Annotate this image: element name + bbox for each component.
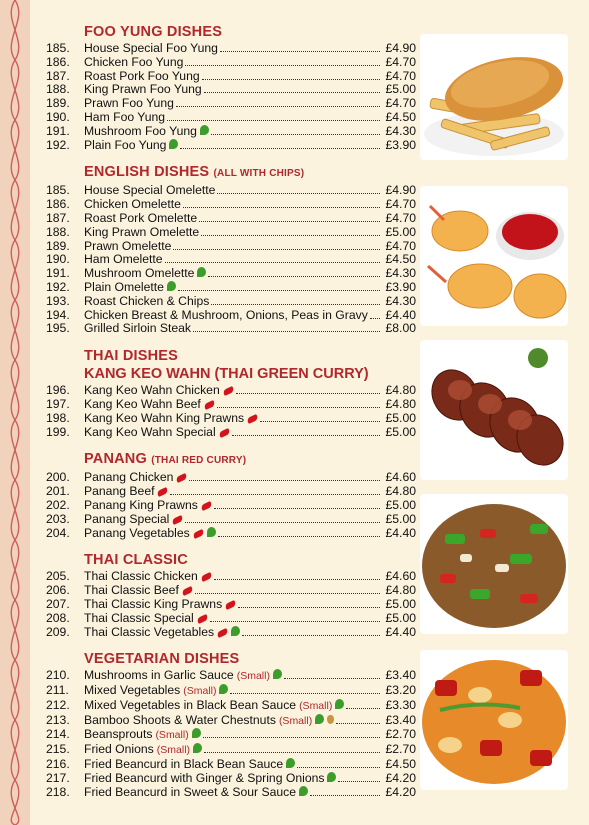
item-price: £4.50	[385, 109, 416, 124]
menu-item[interactable]	[46, 471, 416, 485]
item-name: Panang Special	[84, 511, 170, 526]
item-size-note: (Small)	[299, 699, 333, 712]
leader-dots	[242, 635, 380, 636]
sweet-sour-veg-photo	[420, 650, 568, 790]
leaf-icon	[327, 772, 336, 782]
item-price: £4.60	[385, 569, 416, 584]
item-size-note: (Small)	[183, 685, 217, 698]
item-name: King Prawn Foo Yung	[84, 82, 202, 97]
menu-item[interactable]	[46, 309, 416, 323]
leader-dots	[211, 134, 380, 135]
menu-item[interactable]	[46, 111, 416, 125]
section-title-text: ENGLISH DISHES	[84, 164, 210, 181]
menu-section	[46, 651, 416, 799]
item-name: Roast Chicken & Chips	[84, 293, 210, 308]
item-number: 200.	[46, 470, 70, 485]
leader-dots	[211, 304, 380, 305]
item-number: 192.	[46, 137, 70, 152]
menu-item[interactable]	[46, 253, 416, 267]
item-number: 190.	[46, 252, 70, 267]
menu-section	[46, 24, 416, 152]
roast-duck-photo	[420, 340, 568, 480]
item-price: £4.70	[385, 54, 416, 69]
leader-dots	[217, 407, 380, 408]
chili-icon	[172, 515, 185, 525]
chili-icon	[176, 473, 189, 483]
item-price: £4.70	[385, 68, 416, 83]
prawns-dip-photo	[420, 186, 568, 326]
leader-dots	[218, 536, 380, 537]
item-price: £2.70	[385, 742, 416, 757]
menu-item[interactable]	[46, 584, 416, 598]
chili-icon	[218, 427, 231, 437]
leader-dots	[260, 421, 380, 422]
leaf-icon	[286, 758, 295, 768]
item-price: £5.00	[385, 82, 416, 97]
leader-dots	[173, 249, 380, 250]
item-number: 188.	[46, 82, 70, 97]
item-name: Thai Classic Vegetables	[84, 624, 215, 639]
item-price: £4.30	[385, 123, 416, 138]
menu-item[interactable]	[46, 42, 416, 56]
item-name: Bamboo Shoots & Water Chestnuts	[84, 712, 276, 727]
leader-dots	[230, 693, 380, 694]
leaf-icon	[335, 699, 344, 709]
section-title	[84, 348, 416, 364]
chili-icon	[200, 501, 213, 511]
item-name: Panang Vegetables	[84, 525, 190, 540]
section-title	[84, 552, 416, 568]
item-number: 206.	[46, 583, 70, 598]
section-subtitle: KANG KEO WAHN (THAI GREEN CURRY)	[84, 366, 369, 383]
leader-dots	[176, 106, 380, 107]
leader-dots	[203, 737, 380, 738]
item-price: £4.90	[385, 183, 416, 198]
item-number: 187.	[46, 68, 70, 83]
item-price: £2.70	[385, 727, 416, 742]
menu-item[interactable]	[46, 295, 416, 309]
item-name: Thai Classic Beef	[84, 583, 179, 598]
item-number: 213.	[46, 712, 70, 727]
item-name: Chicken Foo Yung	[84, 54, 184, 69]
section-title	[84, 24, 416, 40]
item-name: Plain Foo Yung	[84, 137, 167, 152]
item-price: £4.50	[385, 252, 416, 267]
section-title	[84, 164, 416, 182]
chili-icon	[192, 528, 205, 538]
leader-dots	[310, 795, 380, 796]
leader-dots	[180, 148, 380, 149]
menu-item[interactable]	[46, 139, 416, 153]
item-price: £4.30	[385, 266, 416, 281]
leaf-icon	[299, 786, 308, 796]
item-number: 207.	[46, 596, 70, 611]
menu-item[interactable]	[46, 513, 416, 527]
item-number: 218.	[46, 784, 70, 799]
item-number: 187.	[46, 210, 70, 225]
item-number: 191.	[46, 123, 70, 138]
menu-item[interactable]	[46, 714, 416, 729]
item-name: Grilled Sirloin Steak	[84, 321, 192, 336]
menu-item[interactable]	[46, 669, 416, 684]
leader-dots	[170, 494, 380, 495]
item-number: 185.	[46, 183, 70, 198]
item-number: 197.	[46, 396, 70, 411]
item-name: Chicken Breast & Mushroom, Onions, Peas in Gravy	[84, 307, 368, 322]
item-price: £4.20	[385, 770, 416, 785]
menu-item[interactable]	[46, 384, 416, 398]
item-number: 186.	[46, 197, 70, 212]
item-name: Fried Beancurd in Sweet & Sour Sauce	[84, 784, 297, 799]
menu-item[interactable]	[46, 786, 416, 800]
leader-dots	[204, 752, 380, 753]
leader-dots	[185, 65, 380, 66]
menu-item[interactable]	[46, 570, 416, 584]
item-name: Mushrooms in Garlic Sauce	[84, 668, 234, 683]
leader-dots	[183, 207, 380, 208]
item-number: 205.	[46, 569, 70, 584]
leaf-icon	[273, 669, 282, 679]
leader-dots	[202, 79, 380, 80]
item-number: 202.	[46, 497, 70, 512]
item-size-note: (Small)	[236, 670, 270, 683]
item-number: 216.	[46, 757, 70, 772]
menu-item[interactable]	[46, 612, 416, 626]
menu-item[interactable]	[46, 527, 416, 541]
chili-icon	[224, 600, 237, 610]
leaf-icon	[192, 728, 201, 738]
item-name: Mixed Vegetables	[84, 683, 181, 698]
leader-dots	[189, 480, 380, 481]
item-price: £5.00	[385, 410, 416, 425]
menu-item[interactable]	[46, 684, 416, 699]
leaf-icon	[200, 125, 209, 135]
item-number: 189.	[46, 96, 70, 111]
item-name: Kang Keo Wahn Special	[84, 424, 216, 439]
chili-icon	[157, 487, 170, 497]
item-number: 195.	[46, 321, 70, 336]
menu-item[interactable]	[46, 772, 416, 786]
section-title-note: (THAI RED CURRY)	[151, 455, 247, 467]
leader-dots	[193, 331, 380, 332]
leader-dots	[217, 193, 380, 194]
chili-icon	[216, 627, 229, 637]
item-number: 190.	[46, 109, 70, 124]
section-title-text: THAI CLASSIC	[84, 552, 188, 569]
leaf-icon	[315, 714, 324, 724]
section-title-text: FOO YUNG DISHES	[84, 24, 223, 40]
leader-dots	[167, 120, 380, 121]
menu-item[interactable]	[46, 267, 416, 281]
item-price: £4.20	[385, 784, 416, 799]
item-number: 186.	[46, 54, 70, 69]
menu-section	[46, 552, 416, 639]
leaf-icon	[219, 684, 228, 694]
menu-item[interactable]	[46, 198, 416, 212]
item-name: Fried Onions	[84, 742, 154, 757]
leader-dots	[204, 92, 380, 93]
item-price: £3.40	[385, 668, 416, 683]
item-price: £4.50	[385, 757, 416, 772]
item-price: £3.90	[385, 279, 416, 294]
menu-item[interactable]	[46, 412, 416, 426]
item-number: 185.	[46, 41, 70, 55]
chili-icon	[196, 614, 209, 624]
item-name: Plain Omelette	[84, 279, 164, 294]
menu-item[interactable]	[46, 598, 416, 612]
item-price: £4.70	[385, 238, 416, 253]
leader-dots	[208, 276, 380, 277]
leaf-icon	[169, 139, 178, 149]
item-name: Prawn Omelette	[84, 238, 172, 253]
item-name: Mushroom Omelette	[84, 266, 195, 281]
item-price: £8.00	[385, 321, 416, 336]
leader-dots	[346, 708, 380, 709]
item-name: House Special Omelette	[84, 183, 216, 198]
item-name: Prawn Foo Yung	[84, 96, 174, 111]
item-number: 191.	[46, 266, 70, 281]
menu-item[interactable]	[46, 626, 416, 640]
item-name: Panang Chicken	[84, 470, 174, 485]
menu-item[interactable]	[46, 743, 416, 758]
item-price: £5.00	[385, 497, 416, 512]
menu-item[interactable]	[46, 70, 416, 84]
leader-dots	[336, 723, 380, 724]
menu-item[interactable]	[46, 699, 416, 714]
item-number: 203.	[46, 511, 70, 526]
chili-icon	[203, 400, 216, 410]
leader-dots	[195, 593, 380, 594]
menu-item[interactable]	[46, 184, 416, 198]
menu-item[interactable]	[46, 322, 416, 336]
leader-dots	[178, 290, 380, 291]
menu-item[interactable]	[46, 485, 416, 499]
section-title-note: (ALL WITH CHIPS)	[213, 168, 305, 180]
menu-list	[46, 24, 416, 811]
item-price: £3.90	[385, 137, 416, 152]
item-size-note: (Small)	[278, 714, 313, 727]
item-name: King Prawn Omelette	[84, 224, 200, 239]
item-name: Ham Omelette	[84, 252, 163, 267]
item-number: 192.	[46, 279, 70, 294]
menu-item[interactable]	[46, 212, 416, 226]
chili-icon	[222, 386, 235, 396]
item-price: £4.40	[385, 525, 416, 540]
item-price: £3.40	[385, 712, 416, 727]
menu-item[interactable]	[46, 281, 416, 295]
item-price: £4.80	[385, 484, 416, 499]
item-name: Ham Foo Yung	[84, 109, 166, 124]
item-price: £5.00	[385, 424, 416, 439]
item-number: 210.	[46, 668, 70, 683]
item-name: Roast Pork Foo Yung	[84, 68, 200, 83]
item-price: £5.00	[385, 596, 416, 611]
item-price: £4.30	[385, 293, 416, 308]
menu-item[interactable]	[46, 728, 416, 743]
leader-dots	[232, 435, 380, 436]
item-number: 211.	[46, 683, 69, 698]
item-number: 217.	[46, 770, 70, 785]
section-title-text: VEGETARIAN DISHES	[84, 651, 240, 668]
item-price: £4.80	[385, 583, 416, 598]
section-title-text: PANANG	[84, 451, 147, 468]
item-number: 208.	[46, 610, 70, 625]
item-size-note: (Small)	[156, 744, 191, 757]
item-price: £5.00	[385, 511, 416, 526]
item-name: Panang King Prawns	[84, 497, 198, 512]
item-name: Thai Classic King Prawns	[84, 596, 223, 611]
menu-item[interactable]	[46, 758, 416, 772]
leader-dots	[210, 621, 380, 622]
item-number: 193.	[46, 293, 70, 308]
section-title	[84, 451, 416, 469]
leader-dots	[185, 522, 380, 523]
menu-section	[46, 451, 416, 540]
section-title-text: THAI DISHES	[84, 348, 179, 365]
item-price: £4.70	[385, 96, 416, 111]
item-price: £4.60	[385, 470, 416, 485]
leader-dots	[338, 781, 380, 782]
leaf-icon	[197, 267, 206, 277]
item-price: £3.20	[385, 683, 416, 698]
item-name: Mixed Vegetables in Black Bean Sauce	[84, 697, 297, 712]
section-title	[84, 651, 416, 667]
item-name: Kang Keo Wahn Beef	[84, 396, 201, 411]
item-number: 188.	[46, 224, 70, 239]
item-price: £4.90	[385, 41, 416, 55]
menu-item[interactable]	[46, 125, 416, 139]
leader-dots	[220, 51, 380, 52]
leaf-icon	[193, 743, 202, 753]
item-name: Mushroom Foo Yung	[84, 123, 197, 138]
item-price: £4.40	[385, 307, 416, 322]
menu-section	[46, 164, 416, 336]
item-number: 209.	[46, 624, 70, 639]
item-name: Fried Beancurd with Ginger & Spring Onions	[84, 770, 325, 785]
item-number: 204.	[46, 525, 70, 540]
menu-section	[46, 348, 416, 439]
item-name: Thai Classic Special	[84, 610, 194, 625]
item-name: Kang Keo Wahn King Prawns	[84, 410, 245, 425]
nut-icon	[327, 715, 334, 724]
leader-dots	[214, 508, 380, 509]
menu-item[interactable]	[46, 83, 416, 97]
chili-icon	[200, 572, 213, 582]
item-name: Chicken Omelette	[84, 197, 181, 212]
item-name: House Special Foo Yung	[84, 41, 218, 55]
item-number: 214.	[46, 727, 70, 742]
chili-icon	[246, 414, 259, 424]
leader-dots	[284, 678, 380, 679]
leader-dots	[236, 393, 380, 394]
leader-dots	[199, 221, 380, 222]
menu-item[interactable]	[46, 426, 416, 440]
menu-item[interactable]	[46, 398, 416, 412]
item-price: £5.00	[385, 224, 416, 239]
item-name: Panang Beef	[84, 484, 155, 499]
menu-item[interactable]	[46, 97, 416, 111]
menu-item[interactable]	[46, 226, 416, 240]
item-name: Beansprouts	[84, 727, 153, 742]
item-price: £3.30	[385, 697, 416, 712]
leader-dots	[297, 767, 380, 768]
item-price: £4.40	[385, 624, 416, 639]
item-number: 215.	[46, 742, 70, 757]
item-number: 201.	[46, 484, 70, 499]
leader-dots	[201, 235, 380, 236]
item-size-note: (Small)	[155, 729, 189, 742]
item-price: £4.70	[385, 210, 416, 225]
item-price: £5.00	[385, 610, 416, 625]
menu-item[interactable]	[46, 499, 416, 513]
item-number: 196.	[46, 383, 70, 398]
leader-dots	[165, 262, 380, 263]
leader-dots	[238, 607, 380, 608]
decorative-border	[0, 0, 30, 825]
leader-dots	[370, 318, 380, 319]
thai-stir-fry-photo	[420, 494, 568, 634]
item-name: Thai Classic Chicken	[84, 569, 198, 584]
item-number: 189.	[46, 238, 70, 253]
item-name: Fried Beancurd in Black Bean Sauce	[84, 757, 284, 772]
menu-item[interactable]	[46, 56, 416, 70]
item-number: 198.	[46, 410, 70, 425]
item-number: 212.	[46, 697, 70, 712]
item-price: £4.80	[385, 383, 416, 398]
item-number: 194.	[46, 307, 70, 322]
item-price: £4.70	[385, 197, 416, 212]
menu-item[interactable]	[46, 240, 416, 254]
leaf-icon	[167, 281, 176, 291]
item-number: 199.	[46, 424, 70, 439]
leaf-icon	[207, 527, 216, 537]
item-name: Roast Pork Omelette	[84, 210, 198, 225]
chili-icon	[181, 586, 194, 596]
item-price: £4.80	[385, 396, 416, 411]
leader-dots	[214, 579, 380, 580]
leaf-icon	[231, 626, 240, 636]
item-name: Kang Keo Wahn Chicken	[84, 383, 220, 398]
fried-fish-chips-photo	[420, 34, 568, 160]
